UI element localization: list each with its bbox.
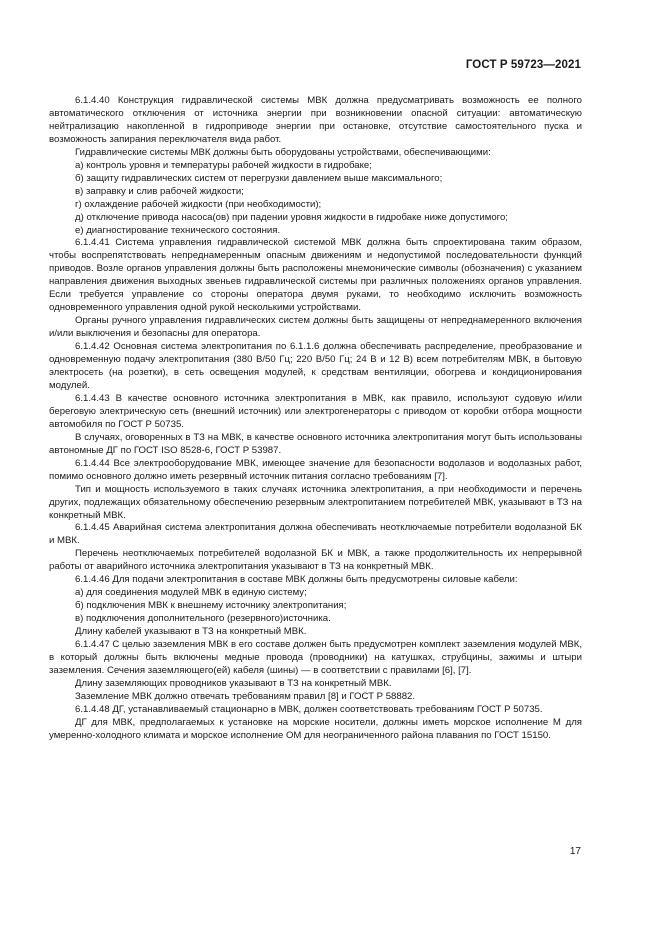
paragraph: Заземление МВК должно отвечать требованиям правил [8] и ГОСТ Р 58882. bbox=[75, 690, 416, 702]
paragraph: 6.1.4.41 Система управления гидравлической системой МВК должна быть спроектирована таким образом, чтобы воспрепятствовать непреднамеренным опасным движениям и недопустимой последовательности функций приводов. Возле органов управления должны быть расположены мнемонические символы (обозначения) с указанием направления движения выходных звеньев гидравлической системы при различных положениях органов управления. Если требуется управление со стороны оператора двумя руками, то необходимо исключить возможность одновременного управления одной рукой несколькими устройствами. bbox=[49, 237, 582, 314]
paragraph: 6.1.4.43 В качестве основного источника электропитания в МВК, как правило, используют судовую и/или береговую электрическую сеть (внешний источник) или электрогенераторы с приводом от коробки отбора мощности автомобиля по ГОСТ Р 50735. bbox=[49, 392, 582, 430]
paragraph: Перечень неотключаемых потребителей водолазной БК и МВК, а также продолжительность их непрерывной работы от аварийного источника электропитания указывают в ТЗ на конкретный МВК. bbox=[49, 548, 582, 573]
list-item: б) подключения МВК к внешнему источнику электропитания; bbox=[75, 600, 347, 612]
paragraph: 6.1.4.40 Конструкция гидравлической системы МВК должна предусматривать возможность ее полного автоматического отключения от источника энергии при возникновении опасной ситуации: автоматическую нейтрализацию накопленной в гидроприводе энергии при остановке, отсутствие самостоятельного пуска и возможность запирания переключателя вида работ. bbox=[49, 95, 582, 145]
paragraph: Длину кабелей указывают в ТЗ на конкретный МВК. bbox=[75, 626, 307, 638]
paragraph: Органы ручного управления гидравлических систем должны быть защищены от непреднамеренного включения и/или выключения и безопасны для оператора. bbox=[49, 315, 582, 340]
paragraph: 6.1.4.42 Основная система электропитания по 6.1.1.6 должна обеспечивать распределение, преобразование и одновременную подачу электропитания (380 В/50 Гц; 220 В/50 Гц; 24 В и 12 В) всем потребителям МВК, в бытовую электросеть (на розетки), в сеть освещения модулей, к средствам вентиляции, обогрева и кондиционирования модулей. bbox=[49, 341, 582, 391]
paragraph: 6.1.4.45 Аварийная система электропитания должна обеспечивать неотключаемые потребители водолазной БК и МВК. bbox=[49, 522, 582, 547]
paragraph: Тип и мощность используемого в таких случаях источника электропитания, а при необходимости и перечень других, подлежащих обязательному обеспечению резервным электропитанием потребителей МВК, указывают в ТЗ на конкретный МВК. bbox=[49, 483, 582, 521]
list-item: г) охлаждение рабочей жидкости (при необходимости); bbox=[75, 198, 322, 210]
paragraph: 6.1.4.47 С целью заземления МВК в его составе должен быть предусмотрен комплект заземления модулей МВК, в который должны быть включены медные провода (проводники) на катушках, струбцины, зажимы и штыри заземления. Сечения заземляющего(ей) кабеля (шины) — в соответствии с правилами [6], [7]. bbox=[49, 639, 582, 676]
list-item: а) для соединения модулей МВК в единую систему; bbox=[75, 587, 307, 599]
list-item: е) диагностирование технического состояния. bbox=[75, 224, 281, 236]
list-item: д) отключение привода насоса(ов) при падении уровня жидкости в гидробаке ниже допустимого; bbox=[75, 211, 508, 223]
paragraph: ДГ для МВК, предполагаемых к установке на морские носители, должны иметь морское исполнение М для умеренно-холодного климата и морское исполнение ОМ для неограниченного района плавания по ГОСТ 15150. bbox=[49, 716, 582, 741]
paragraph: 6.1.4.46 Для подачи электропитания в составе МВК должны быть предусмотрены силовые кабели: bbox=[75, 574, 518, 586]
paragraph: 6.1.4.48 ДГ, устанавливаемый стационарно в МВК, должен соответствовать требованиям ГОСТ Р 50735. bbox=[75, 703, 543, 715]
document-header: ГОСТ Р 59723—2021 bbox=[465, 59, 581, 71]
list-item: б) защиту гидравлических систем от перегрузки давлением выше максимального; bbox=[75, 172, 443, 184]
document-body bbox=[49, 95, 582, 743]
list-item: а) контроль уровня и температуры рабочей жидкости в гидробаке; bbox=[75, 159, 372, 171]
paragraph: В случаях, оговоренных в ТЗ на МВК, в качестве основного источника электропитания могут быть использованы автономные ДГ по ГОСТ ISO 8528-6, ГОСТ Р 53987. bbox=[49, 431, 582, 456]
list-item: в) заправку и слив рабочей жидкости; bbox=[75, 185, 244, 197]
paragraph: Длину заземляющих проводников указывают в ТЗ на конкретный МВК. bbox=[75, 677, 392, 689]
list-item: в) подключения дополнительного (резервного)источника. bbox=[75, 613, 331, 625]
page-number: 17 bbox=[569, 846, 581, 857]
paragraph: Гидравлические системы МВК должны быть оборудованы устройствами, обеспечивающими: bbox=[75, 146, 491, 158]
paragraph: 6.1.4.44 Все электрооборудование МВК, имеющее значение для безопасности водолазов и водолазных работ, помимо основного должно иметь резервный источник питания согласно требованиям [7]. bbox=[49, 457, 582, 482]
